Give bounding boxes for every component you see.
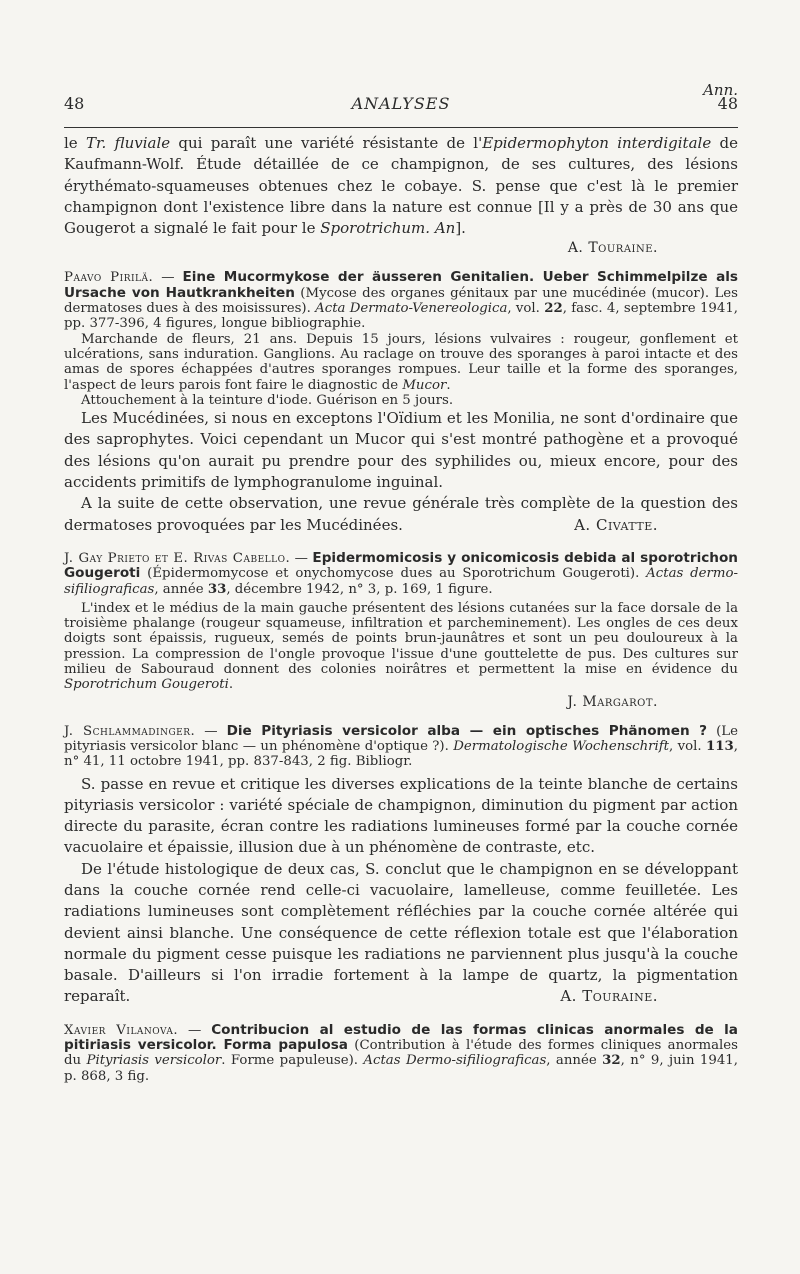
entry-title: Eine Mucormykose der äusseren Genitalien. Ueber Schimmelpilze als Ursache von Hautkrankheiten — [64, 269, 738, 301]
case-treatment: Attouchement à la teinture d'iode. Guérison en 5 jours. — [81, 392, 454, 408]
commentary-paragraph: De l'étude histologique de deux cas, S. conclut que le champignon en se développant dans la couche cornée rend celle-ci vacuolaire, lamelleuse, comme feuilletée. Les radiations lumineuses sont complètement réfléchies par la couche cornée altérée qui devient ainsi blanche. Une conséquence de cette réflexion totale est que l'élaboration normale du pigment cesse puisque les radiations ne parviennent plus jusqu'à la couche basale. D'ailleurs si l'on irradie fortement à la lampe de quartz, la pigmentation reparaît. A. Touraine. — [64, 859, 738, 1008]
page-content — [64, 133, 738, 1084]
entry-citation: J. Gay Prieto et E. Rivas Cabello. — Epidermomicosis y onicomicosis debida al sporotrichon Gougeroti (Épidermomycose et onychomycose dues au Sporotrichum Gougeroti). Actas dermo-sifiliograficas, année 33, décembre 1942, n° 3, p. 169, 1 figure. — [64, 549, 738, 597]
section-title: ANALYSES — [351, 94, 451, 113]
entry-title: Epidermomicosis y onicomicosis debida al sporotrichon Gougeroti — [64, 549, 738, 582]
analysis-entry-pirila — [64, 270, 738, 535]
header-rule — [64, 127, 738, 128]
entry-citation: Xavier Vilanova. — Contribucion al estudio de las formas clinicas anormales de la pitiriasis versicolor. Forma papulosa (Contribution à l'étude des formes cliniques anormales du Pityriasis versicolor. Forme papuleuse). Actas Dermo-sifiliograficas, année 32, n° 9, juin 1941, p. 868, 3 fig. — [64, 1021, 738, 1084]
entry-citation: J. Schlammadinger. — Die Pityriasis versicolor alba — ein optisches Phänomen ? (Le pityriasis versicolor blanc — un phénomène d'optique ?). Dermatologische Wochenschrift, vol. 113, n° 41, 11 octobre 1941, pp. 837-843, 2 fig. Bibliogr. — [64, 722, 738, 770]
continued-paragraph: le Tr. fluviale qui paraît une variété résistante de l'Epidermophyton interdigitale de Kaufmann-Wolf. Étude détaillée de ce champignon, de ses cultures, des lésions érythémato-squameuses obtenues chez le cobaye. S. pense que c'est là le premier champignon dont l'existence libre dans la nature est connue [Il y a près de 30 ans que Gougerot a signalé le fait pour le Sporotrichum. An]. — [64, 134, 738, 238]
entry-title: Contribucion al estudio de las formas clinicas anormales de la pitiriasis versicolor. Forma papulosa — [64, 1021, 738, 1054]
page-number-right: 48 — [717, 94, 738, 113]
commentary-paragraph: Les Mucédinées, si nous en exceptons l'Oïdium et les Monilia, ne sont d'ordinaire que des saprophytes. Voici cependant un Mucor qui s'est montré pathogène et a provoqué des lésions qu'on aurait pu prendre pour des syphilides ou, mieux encore, pour des accidents primitifs de lymphogranulome inguinal. — [64, 409, 738, 492]
page-number-left: 48 — [64, 94, 85, 113]
annales-label: Ann. — [703, 81, 738, 99]
entry-title: Die Pityriasis versicolor alba — ein optisches Phänomen ? — [226, 722, 708, 739]
commentary-paragraph: A la suite de cette observation, une revue générale très complète de la question des dermatoses provoquées par les Mucédinées. A. Civatte. — [64, 493, 738, 536]
case-summary: Marchande de fleurs, 21 ans. Depuis 15 jours, lésions vulvaires : rougeur, gonflement et ulcérations, sans induration. Ganglions. Au raclage on trouve des sporanges à paroi intacte et des amas de spores échappées d'autres sporanges rompues. Leur taille et la forme des sporanges, l'aspect de leurs parois font faire le diagnostic de Mucor. — [64, 331, 738, 393]
entry-citation: Paavo Pirilä. — Eine Mucormykose der äusseren Genitalien. Ueber Schimmelpilze als Ursache von Hautkrankheiten (Mycose des organes génitaux par une mucédinée (mucor). Les dermatoses dues à des moisissures). Acta Dermato-Venereologica, vol. 22, fasc. 4, septembre 1941, pp. 377-396, 4 figures, longue bibliographie. — [64, 269, 739, 332]
analysis-entry-schlammadinger — [64, 724, 738, 1008]
case-summary: L'index et le médius de la main gauche présentent des lésions cutanées sur la face dorsale de la troisième phalange (rougeur squameuse, infiltration et parcheminement). Les ongles de ces deux doigts sont épaissis, rugueux, semés de points brun-jaunâtres et sont un peu douloureux à la pression. La compression de l'ongle provoque l'issue d'une gouttelette de pus. Des cultures sur milieu de Sabouraud donnent des colonies noirâtres et permettent la mise en évidence du Sporotrichum Gougeroti. — [64, 600, 738, 693]
entry-author: J. Schlammadinger. — [64, 723, 196, 739]
running-header — [64, 94, 738, 118]
commentary-paragraph: S. passe en revue et critique les diverses explications de la teinte blanche de certains pityriasis versicolor : variété spéciale de champignon, diminution du pigment par action directe du parasite, écran contre les radiations lumineuses formé par la couche cornée vacuolaire et épaissie, illusion due à un phénomène de contraste, etc. — [64, 774, 738, 857]
signature: A. Touraine. — [567, 240, 658, 257]
entry-author: Xavier Vilanova. — [64, 1022, 179, 1038]
analysis-entry-gay-prieto — [64, 551, 738, 712]
signature: A. Touraine. — [560, 987, 658, 1006]
signature: J. Margarot. — [567, 693, 658, 710]
entry-author: J. Gay Prieto et E. Rivas Cabello. — [64, 550, 291, 566]
entry-author: Paavo Pirilä. — [64, 270, 154, 286]
signature: A. Civatte. — [574, 515, 658, 534]
analysis-entry-vilanova — [64, 1023, 738, 1084]
